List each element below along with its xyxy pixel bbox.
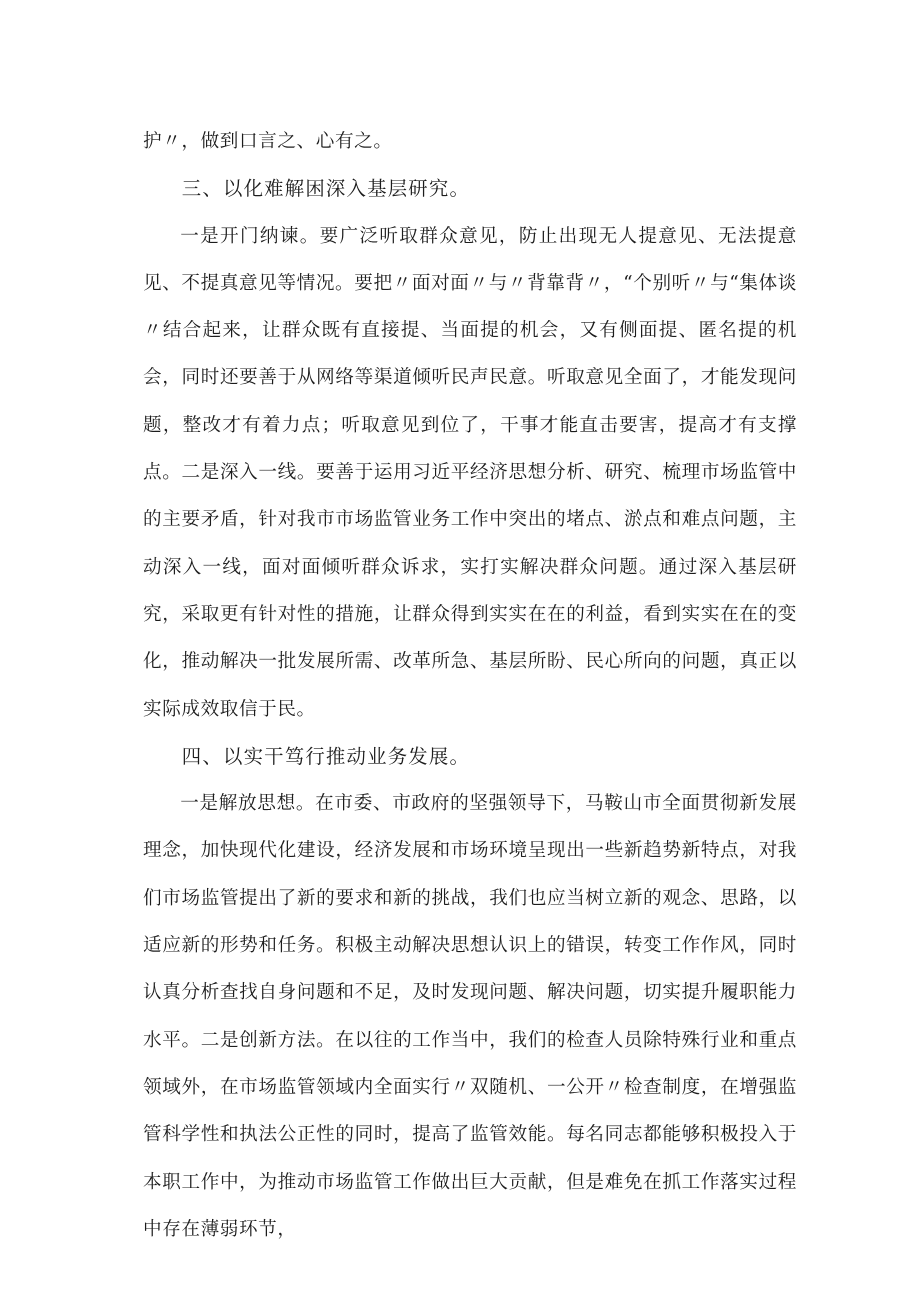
paragraph-section-3-body: 一是开门纳谏。要广泛听取群众意见，防止出现无人提意见、无法提意见、不提真意见等情况。要把〃面对面〃与〃背靠背〃，“个别听〃与“集体谈〃结合起来，让群众既有直接提、当面提的机会，又有侧面提、匿名提的机会，同时还要善于从网络等渠道倾听民声民意。听取意见全面了，才能发现问题，整改才有着力点；听取意见到位了，干事才能直击要害，提高才有支撑点。二是深入一线。要善于运用习近平经济思想分析、研究、梳理市场监管中的主要矛盾，针对我市市场监管业务工作中突出的堵点、淤点和难点问题，主动深入一线，面对面倾听群众诉求，实打实解决群众问题。通过深入基层研究，采取更有针对性的措施，让群众得到实实在在的利益，看到实实在在的变化，推动解决一批发展所需、改革所急、基层所盼、民心所向的问题，真正以实际成效取信于民。 — [143, 225, 797, 720]
paragraph-section-4-body: 一是解放思想。在市委、市政府的坚强领导下，马鞍山市全面贯彻新发展理念，加快现代化建设，经济发展和市场环境呈现出一些新趋势新特点，对我们市场监管提出了新的要求和新的挑战，我们也应当树立新的观念、思路，以适应新的形势和任务。积极主动解决思想认识上的错误，转变工作作风，同时认真分析查找自身问题和不足，及时发现问题、解决问题，切实提升履职能力水平。二是创新方法。在以往的工作当中，我们的检查人员除特殊行业和重点领域外，在市场监管领域内全面实行〃双随机、一公开〃检查制度，在增强监管科学性和执法公正性的同时，提高了监管效能。每名同志都能够积极投入于本职工作中，为推动市场监管工作做出巨大贡献，但是难免在抓工作落实过程中存在薄弱环节， — [143, 793, 797, 1240]
section-heading-3: 三、以化难解困深入基层研究。 — [181, 177, 471, 201]
document-body — [143, 118, 797, 1253]
paragraph-continuation: 护〃，做到口言之、心有之。 — [143, 131, 393, 152]
section-heading-4: 四、以实干笃行推动业务发展。 — [181, 744, 471, 768]
